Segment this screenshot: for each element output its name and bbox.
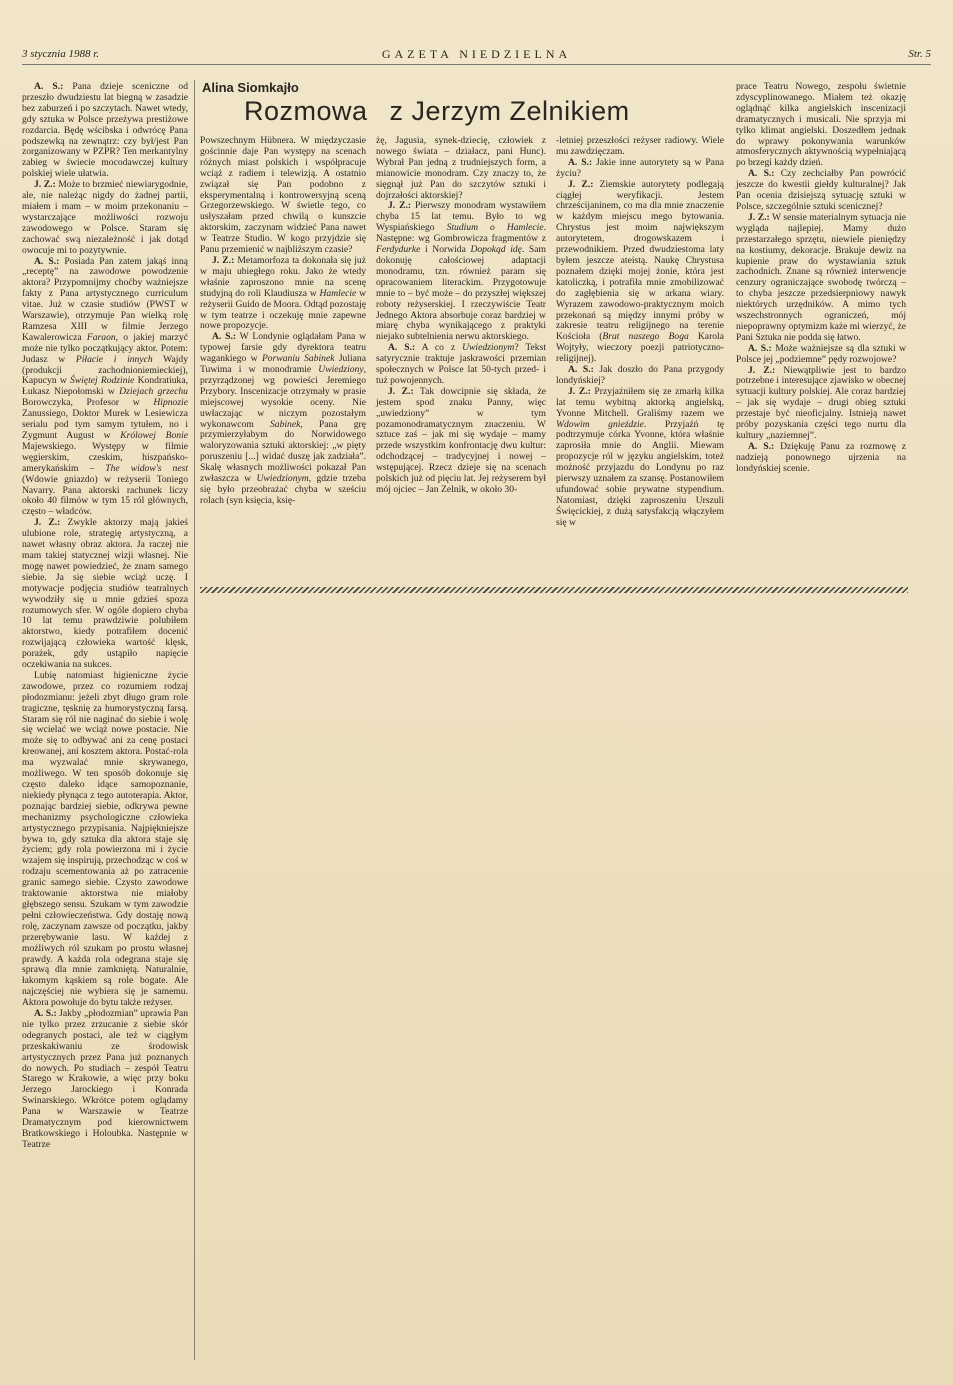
- paragraph: Lubię natomiast higieniczne życie zawodowe, przez co rozumiem rodzaj płodozmianu: jeżeli zbyt długo gram role tragiczne, tęsknię za humorystyczną farsą. Staram się ról nie naginać do siebie i wolę się wcielać we wciąż nowe postacie. Nie może się to odbywać ani za cenę postaci kreowanej, ani kosztem aktora. Postać-rola ma wyzwalać mnie skrywanego, możliwego. W ten sposób dokonuje się często daleko idące samopoznanie, niekiedy płynąca z tego autoterapia. Aktor, poznając bardziej siebie, odkrywa pewne mechanizmy psychologiczne człowieka artystycznego przypisania. Najpiękniejsze bywa to, gdy sztuka dla aktora staje się życiem; gdy rola powierzona mi i życie wzajem się inspirują, przechodząc w coś w rodzaju scementowania aż po zatracenie granic samego siebie. Czysto zawodowe traktowanie aktorstwa nie miałoby głębszego sensu. Szukam w tym zawodzie pełni człowieczeństwa. Gdy dostaję nową rolę, zaczynam zawsze od początku, jakby przerębywanie lasu. W każdej z możliwych ról szukam po prostu własnej prawdy. A każda rola odegrana staje się sprawą dla mnie zamkniętą. Naturalnie, łakomym kąskiem są role bogate. Ale najczęściej nie wybiera się je samemu. Aktora powołuje do bytu także reżyser.: [22, 669, 188, 1009]
- paragraph: A. S.: Posiada Pan zatem jakąś inną „receptę” na zawodowe powodzenie aktora? Przypomnijmy choćby ważniejsze fakty z Pana artystycznego curriculum vitae. Już w czasie studiów (PWST w Warszawie), otrzymuje Pan wielką rolę Ramzesa XIII w filmie Jerzego Kawalerowicza Faraon, o jakiej marzyć może nie tylko początkujący aktor. Potem: Judasz w Piłacie i innych Wajdy (produkcji zachodnioniemieckiej), Kapucyn w Świętej Rodzinie Kondratiuka, Łukasz Niepołomski w Dziejach grzechu Borowczyka, Profesor w Hipnozie Zanussiego, Doktor Murek w Lesiewicza serialu pod tym samym tytułem, no i Zygmunt August w Królowej Bonie Majewskiego. Występy w filmie węgierskim, czeskim, hiszpańsko-amerykańskim – The widow's nest (Wdowie gniazdo) w reżyserii Toniego Navarry. Pana aktorski rachunek liczy około 40 filmów w tym 15 ról głównych, często – władców.: [22, 255, 189, 518]
- column-divider: [194, 80, 195, 1360]
- page-number: Str. 5: [908, 48, 931, 60]
- paragraph: J. Z.: Metamorfoza ta dokonała się już w maju ubiegłego roku. Jako że wtedy właśnie zaproszono mnie na scenę studyjną do roli Klaudiusza w Hamlecie w reżyserii Guido de Moora. Odtąd pozostaję w tym teatrze i oczekuję mnie zapewne nowe propozycje.: [200, 254, 366, 332]
- column-1: [22, 82, 188, 1151]
- column-3: [376, 136, 546, 496]
- paragraph: J. Z.: Niewątpliwie jest to bardzo potrzebne i interesujące zjawisko w obecnej sytuacji kultury polskiej. Ale coraz bardziej – jak się wydaje – drugi obieg sztuki przestaje być nieoficjalny. Istnieją nawet próby pozyskania części tego nurtu dla kultury „naziemnej”.: [736, 364, 906, 441]
- paragraph: prace Teatru Nowego, zespołu świetnie zdyscyplinowanego. Miałem też okazję oglądnąć kilka angielskich inscenizacji dramatycznych i musicali. Nie sprzyja mi tylko klimat angielski. Doszedłem jednak do wprawy pokonywania warunków atmosferycznych aktywnością wypełniającą po brzegi każdy dzień.: [736, 81, 906, 169]
- paragraph: A. S.: Dziękuję Panu za rozmowę z nadzieją ponownego ujrzenia na londyńskiej scenie.: [736, 440, 907, 474]
- paragraph: A. S.: Jakby „płodozmian” uprawia Pan nie tylko przez zrzucanie z siebie skór odegranych postaci, ale też w ciągłym przeskakiwaniu ze środowisk artystycznych przez Pana już poznanych do nowych. Po studiach – zespół Teatru Starego w Krakowie, a więc przy boku Jerzego Jarockiego i Konrada Swinarskiego. Wkrótce potem oglądamy Pana w Warszawie w Teatrze Dramatycznym pod kierownictwem Bratkowskiego i Holoubka. Następnie w Teatrze: [22, 1008, 189, 1150]
- paragraph: A. S.: W Londynie oglądałam Pana w typowej farsie gdy dyrektora teatru wagankiego w Porwaniu Sabinek Juliana Tuwima i w monodramie Uwiedziony, przyrządzonej wg powieści Jeremiego Przybory. Inscenizacje otrzymały w prasie miejscowej wysokie oceny. Nie uwłaczając w niczym pozostałym wykonawcom Sabinek, Pana grę przymierzyłabym do Norwidowego waloryzowania sztuki aktorskiej: „w pięty poruszeniu [...] widać duszę jak zadziała”. Skalę własnych możliwości pokazał Pan zwłaszcza w Uwiedzionym, gdzie trzeba się było przeobrażać chyba w sześciu rolach (syn księcia, księ-: [200, 331, 366, 506]
- article-title: Rozmowa z Jerzym Zelnikiem: [244, 96, 630, 126]
- paragraph: A. S.: Jakie inne autorytety są w Pana życiu?: [556, 156, 724, 179]
- column-5: [736, 82, 906, 475]
- paragraph: J. Z.: Tak dowcipnie się składa, że jestem spod znaku Panny, więc „uwiedziony” w tym pozamonodramatycznym znaczeniu. W sztuce zaś – jak mi się wydaje – mamy przede wszystkim konfrontację dwu kultur: odchodzącej – tradycyjnej i nowej – wstępującej. Rzecz dzieje się na scenach polskich już od pięciu lat. Jej reżyserem był mój ojciec – Jan Zelnik, w około 30-: [376, 385, 546, 495]
- paragraph: A. S.: Pana dzieje sceniczne od przeszło dwudziestu lat biegną w zasadzie bez zaburzeń i po szczytach. Nawet wtedy, gdy sztuka w Polsce przeżywa prestiżowe rozdarcia. Będę wścibska i odwrócę Pana podszewką na zewnątrz: czy był/jest Pan zorganizowany w PZPR? Ten merkantylny zabieg w świecie mocodawczej kultury polskiej wiele ułatwia.: [22, 81, 189, 180]
- paragraph: A. S.: Czy zechciałby Pan powrócić jeszcze do kwestii giełdy kulturalnej? Jak Pan ocenia dzisiejszą sytuację sztuki w Polsce, szczególnie sztuki scenicznej?: [736, 168, 906, 212]
- paragraph: Powszechnym Hübnera. W międzyczasie gościnnie daje Pan występy na scenach różnych miast polskich i współpracuje wciąż z radiem i telewizją. A ostatnio związał się Pan podobno z eksperymentalną i kontrowersyjną sceną Grzegorzewskiego. W świetle tego, co usłyszałam przed chwilą o kunszcie aktorskim, zaczynam widzieć Pana nawet w Teatrze Studio. W kogo przyjdzie się Panu przemienić w najbliższym czasie?: [200, 135, 366, 256]
- paragraph: A. S.: A co z Uwiedzionym? Tekst satyrycznie traktuje jaskrawości przemian społecznych w Polsce lat 50-tych przed- i tuż powojennych.: [376, 342, 546, 386]
- paragraph: J. Z.: Zwykle aktorzy mają jakieś ulubione role, strategię artystyczną, a nawet własny obraz aktora. Ja raczej nie mam takiej statycznej wizji własnej. Nie mogę nawet powiedzieć, że znam samego siebie. Ja się siebie wciąż uczę. I motywacje podjęcia studiów teatralnych wywodziły się u mnie gdzieś spoza rozumowych sfer. W ogóle dopiero chyba 10 lat temu prawdziwie polubiłem aktorstwo, kiedy potrafiłem docenić rozwijającą człowieka wartość klęsk, porażek, gdy ustąpiło napięcie oczekiwania na sukces.: [22, 517, 188, 671]
- paragraph: J. Z.: Pierwszy monodram wystawiłem chyba 15 lat temu. Było to wg Wyspiańskiego Studium o Hamlecie. Następne: wg Gombrowicza fragmentów z Ferdydurke i Norwida Dopokąd idę. Sam dokonuję całościowej adaptacji monodramu, tzn. również param się opracowaniem literackim. Przygotowuje mnie to – być może – do przyszłej większej roboty reżyserskiej. I rzeczywiście Teatr Jednego Aktora absorbuje coraz bardziej w miarę chyba wynikającego z praktyki niejako subtelnienia nerwu aktorskiego.: [376, 200, 547, 343]
- paragraph: J. Z.: Przyjaźniłem się ze zmarłą kilka lat temu wybitną aktorką angielską, Yvonne Mitchell. Graliśmy razem we Wdowim gnieździe. Przyjaźń tę podtrzymuje córka Yvonne, która właśnie zaprosiła mnie do Anglii. Miewam propozycje ról w języku angielskim, toteż możność przyjazdu do Londynu po raz pierwszy uznałem za szansę. Postanowiłem ufundować sobie prywatne stypendium. Natomiast, dzięki zaproszeniu Urszuli Święcickiej, z dużą satysfakcją włączyłem się w: [556, 385, 724, 528]
- paragraph: J. Z.: Ziemskie autorytety podlegają ciągłej weryfikacji. Jestem chrześcijaninem, co ma dla mnie znaczenie w każdym miejscu mego bytowania. Chrystus jest moim największym autorytetem, drogowskazem i przewodnikiem. Przed dwudziestoma laty byłem jeszcze ateistą. Naukę Chrystusa poznałem dzięki mojej żonie, która jest katoliczką, i potrafiła mnie zmobilizować do zagłębienia się w arkana wiary. Wyrazem zawodowo-praktycznym moich przekonań są między innymi próby w zakresie teatru religijnego na terenie Kościoła (Brat naszego Boga Karola Wojtyły, wieczory poezji patriotyczno-religijnej).: [556, 178, 724, 365]
- paragraph: A. S.: Jak doszło do Pana przygody londyńskiej?: [556, 364, 724, 386]
- column-2: [200, 136, 366, 507]
- paragraph: A. S.: Może ważniejsze są dla sztuki w Polsce jej „podziemne” pędy rozwojowe?: [736, 342, 907, 365]
- paragraph: żę, Jagusia, synek-dziecię, człowiek z nowego świata – działacz, pani Hunc). Wybrał Pan jedną z trudniejszych form, a mianowicie monodram. Czy znaczy to, że sięgnął już Pan do szczytów sztuki i dojrzałości aktorskiej?: [376, 135, 546, 201]
- paragraph: J. Z.: W sensie materialnym sytuacja nie wygląda najlepiej. Mamy dużo przestarzałego sprzętu, niewiele pieniędzy na kostiumy, dekoracje. Brakuje dewiz na kupienie praw do wystawiania sztuk zachodnich. Znane są również interwencje cenzury ograniczające swobodę twórczą – to chyba jeszcze przedsierpniowy nawyk niektórych urzędników. A mimo tych wszechstronnych ograniczeń, mój niepoprawny optymizm każe mi wierzyć, że Pani Sztuka nie podda się łatwo.: [736, 211, 906, 343]
- page-header: [22, 46, 931, 65]
- paragraph: -letniej przeszłości reżyser radiowy. Wiele mu zawdzięczam.: [556, 135, 724, 157]
- article-end-border: [200, 587, 908, 593]
- paragraph: J. Z.: Może to brzmieć niewiarygodnie, ale, nie należąc nigdy do żadnej partii, miałem i mam – w moim przekonaniu – wystarczające możliwości rozwoju zawodowego w Polsce. Staram się zachować swą niezależność i jak dotąd owocuje mi to pozytywnie.: [22, 179, 188, 256]
- newspaper-title: GAZETA NIEDZIELNA: [381, 47, 572, 61]
- article-author: Alina Siomkajło: [202, 80, 299, 95]
- issue-date: 3 stycznia 1988 r.: [22, 48, 99, 60]
- column-4: [556, 136, 724, 529]
